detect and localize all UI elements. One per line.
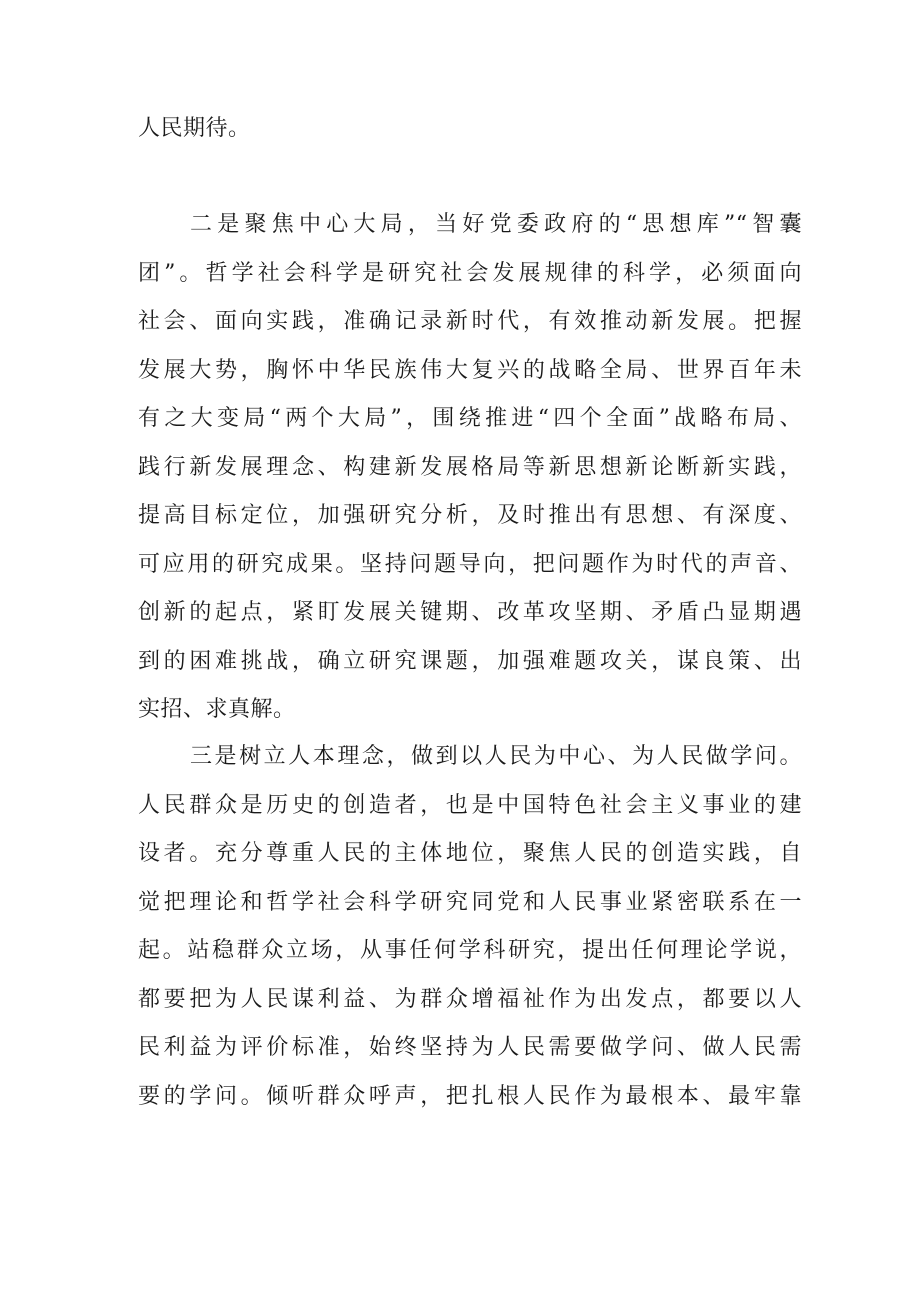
paragraph-line: 民利益为评价标准，始终坚持为人民需要做学问、做人民需 (138, 1035, 802, 1060)
paragraph-line: 人民期待。 (138, 116, 251, 141)
paragraph-continuation (138, 105, 802, 154)
paragraph-line: 团”。哲学社会科学是研究社会发展规律的科学，必须面向 (138, 260, 802, 286)
paragraph-line: 三是树立人本理念，做到以人民为中心、为人民做学问。 (190, 744, 802, 769)
paragraph-line: 实招、求真解。 (138, 697, 296, 722)
paragraph-line: 起。站稳群众立场，从事任何学科研究，提出任何理论学说， (138, 938, 802, 963)
paragraph-line: 要的学问。倾听群众呼声，把扎根人民作为最根本、最牢靠 (138, 1083, 802, 1109)
paragraph-line: 可应用的研究成果。坚持问题导向，把问题作为时代的声音、 (138, 551, 802, 577)
paragraph-line: 人民群众是历史的创造者，也是中国特色社会主义事业的建 (138, 792, 802, 818)
paragraph-line: 二是聚焦中心大局，当好党委政府的“思想库”“智囊 (190, 212, 802, 237)
paragraph-second-point (138, 201, 802, 735)
paragraph-line: 社会、面向实践，准确记录新时代，有效推动新发展。把握 (138, 309, 802, 334)
paragraph-line: 提高目标定位，加强研究分析，及时推出有思想、有深度、 (138, 503, 802, 528)
paragraph-line: 到的困难挑战，确立研究课题，加强难题攻关，谋良策、出 (138, 648, 802, 674)
paragraph-line: 都要把为人民谋利益、为群众增福祉作为出发点，都要以人 (138, 986, 802, 1012)
paragraph-line: 觉把理论和哲学社会科学研究同党和人民事业紧密联系在一 (138, 889, 802, 915)
paragraph-line: 践行新发展理念、构建新发展格局等新思想新论断新实践， (138, 454, 802, 480)
paragraph-line: 有之大变局“两个大局”，围绕推进“四个全面”战略布局、 (138, 406, 802, 431)
paragraph-line: 创新的起点，紧盯发展关键期、改革攻坚期、矛盾凸显期遇 (138, 600, 802, 625)
paragraph-line: 发展大势，胸怀中华民族伟大复兴的战略全局、世界百年未 (138, 357, 802, 383)
paragraph-third-point (138, 733, 802, 1121)
paragraph-line: 设者。充分尊重人民的主体地位，聚焦人民的创造实践，自 (138, 841, 802, 866)
